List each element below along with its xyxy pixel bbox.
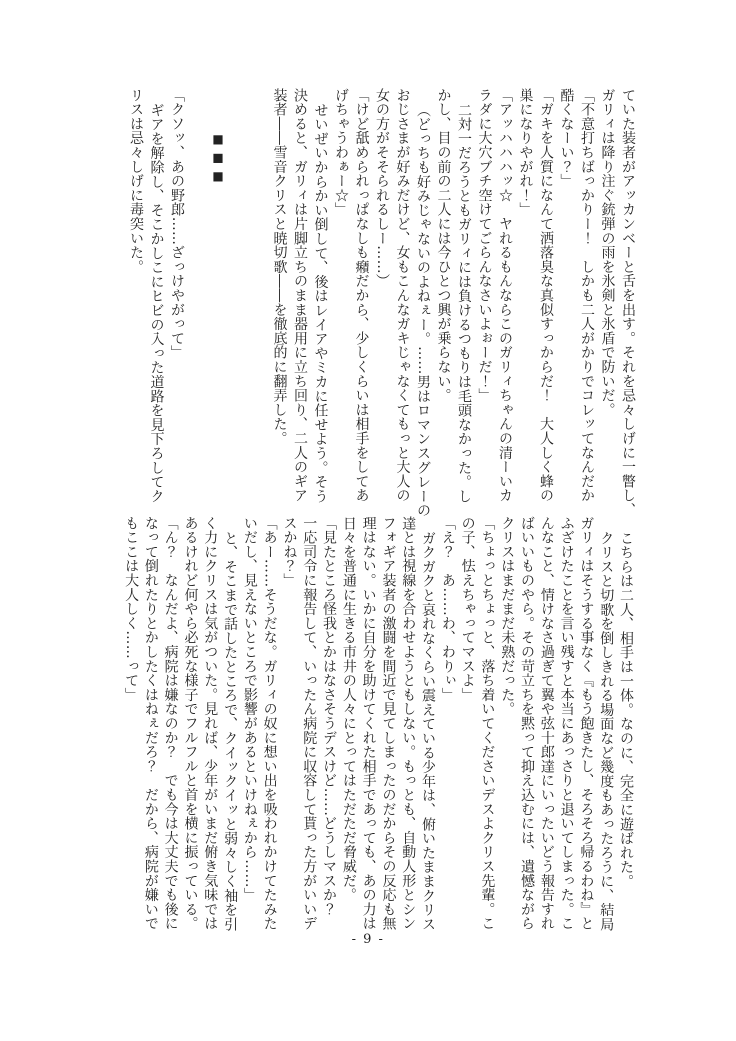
text-column: ガリィは降り注ぐ銃弾の雨を氷剣と氷盾で防いだ。 (599, 88, 616, 417)
text-column: 「見たところ怪我とかはなさそうデスけど……どうしマスか？ (321, 516, 338, 917)
text-column: せいぜいからかい倒して、後はレイアやミカに任せよう。そう (312, 102, 329, 503)
text-column: ばいいものやら。その苛立ちを黙って抑え込むには、遺憾ながら (519, 516, 536, 931)
text-column: げちゃうわぁー☆」 (333, 88, 349, 217)
text-column: 酷くなーい？」 (558, 88, 575, 189)
text-column: 「あー……そうだな。ガリィの奴に想い出を吸われかけてたみた (261, 516, 278, 931)
text-column: 「けど舐められっぱなしも癪だから、少しくらいは相手をしてあ (353, 88, 370, 503)
text-column: （どっちも好みじゃないのよねぇー。……男はロマンスグレーの (415, 102, 431, 518)
text-column: なって倒れたりとかしたくはねぇだろ？ だから、病院が嫌いで (142, 516, 159, 931)
text-column: 女の方がそそられるしー……） (374, 88, 390, 289)
text-column: 一応司令に報告して、いったん病院に収容して貰った方がいいデ (301, 516, 318, 931)
text-column: かし、目の前の二人には今ひとつ興が乗らない。 (435, 88, 452, 403)
text-column: もここは大人しく……って」 (123, 516, 140, 702)
page-number: - 9 - (351, 932, 385, 947)
text-column: 「クソッ、あの野郎……ざっけやがって」 (169, 88, 185, 360)
text-column: ギアを解除し、そこかしこにヒビの入った道路を見下ろしてク (148, 102, 165, 503)
text-column: 二対一だろうともガリィには負けるつもりは毛頭なかった。し (456, 102, 472, 503)
text-column: 達とは視線を合わせようともしない。もっとも、自動人形とシン (400, 516, 417, 931)
text-column: 「アッハハハッ☆ ヤれるもんならこのガリィちゃんの清ーいカ (497, 88, 513, 503)
text-column: いだし、見えないところで影響があるといけねぇから……」 (241, 516, 258, 903)
text-column: こちらは二人、相手は一体。なのに、完全に遊ばれた。 (618, 530, 634, 889)
text-column: ていた装者がアッカンベーと舌を出す。それを忌々しげに一瞥し、 (620, 88, 636, 517)
upper-text-block (126, 88, 639, 520)
text-column: ガリィはそうする事なく『もう飽きたし、そろそろ帰るわね』と (578, 516, 595, 931)
text-column: ふざけたことを言い残すと本当にあっさりと退いてしまった。こ (558, 516, 575, 931)
text-column: クリスと切歌を倒しきれる場面など幾度もあったろうに、結局 (598, 530, 615, 931)
section-break-marker: ■■■ (211, 132, 225, 188)
text-column: ガクガクと哀れなくらい震えている少年は、俯いたままクリス (420, 530, 437, 931)
text-column: おじさまが好みだけど、女もこんなガキじゃなくてもっと大人の (394, 88, 411, 503)
text-column: 決めると、ガリィは片脚立ちのまま器用に立ち回り、二人のギア (292, 88, 308, 503)
text-column: く力にクリスは気がついた。見れば、少年がいまだ俯き気味では (202, 516, 219, 931)
blank-column (228, 88, 249, 520)
text-column: リスは忌々しげに毒突いた。 (128, 88, 144, 274)
blank-column (249, 88, 270, 520)
text-column: 「ちょっとちょっと、落ち着いてくださいデスよクリス先輩。こ (479, 516, 496, 931)
text-column: 「ん？ なんだよ、病院は嫌なのか？ でも今は大丈夫でも後に (162, 516, 179, 931)
text-column: 「え？ あ……わ、わりぃ」 (439, 516, 456, 702)
text-column: スかね？」 (281, 516, 298, 588)
lower-text-block (120, 516, 635, 948)
text-column: 日々を普通に生きる市井の人々にとってはただただ脅威だ。 (340, 516, 357, 903)
text-column: 「不意打ちばっかりー！ しかも二人がかりでコレッてなんだか (579, 88, 595, 503)
text-column: 装者――雪音クリスと暁切歌――を徹底的に翻弄した。 (271, 88, 288, 446)
text-column: 巣になりやがれ！」 (517, 88, 534, 217)
text-column: フォギア装者の激闘を間近で見てしまったのだからその反応も無 (380, 516, 397, 931)
text-column: の子、怯えちゃってマスよ」 (459, 516, 476, 702)
blank-column (187, 88, 208, 520)
text-column: 「ガキを人質になんて洒落臭な真似すっからだ！ 大人しく蜂の (538, 88, 554, 503)
text-column: 理はない。いかに自分を助けてくれた相手であっても、あの力は (360, 516, 377, 931)
text-column: と、そこまで話したところで、クイックイッと弱々しく袖を引 (222, 530, 239, 931)
text-column: クリスはまだまだ未熟だった。 (499, 516, 516, 717)
text-column: んなこと、情けなさ過ぎて翼や弦十郎達にいったいどう報告すれ (538, 516, 555, 931)
text-column: あるけれど何やら必死な様子でフルフルと首を横に振っている。 (182, 516, 199, 931)
text-column: ラダに大穴ブチ空けてごらんなさいよぉーだ！」 (476, 88, 493, 403)
